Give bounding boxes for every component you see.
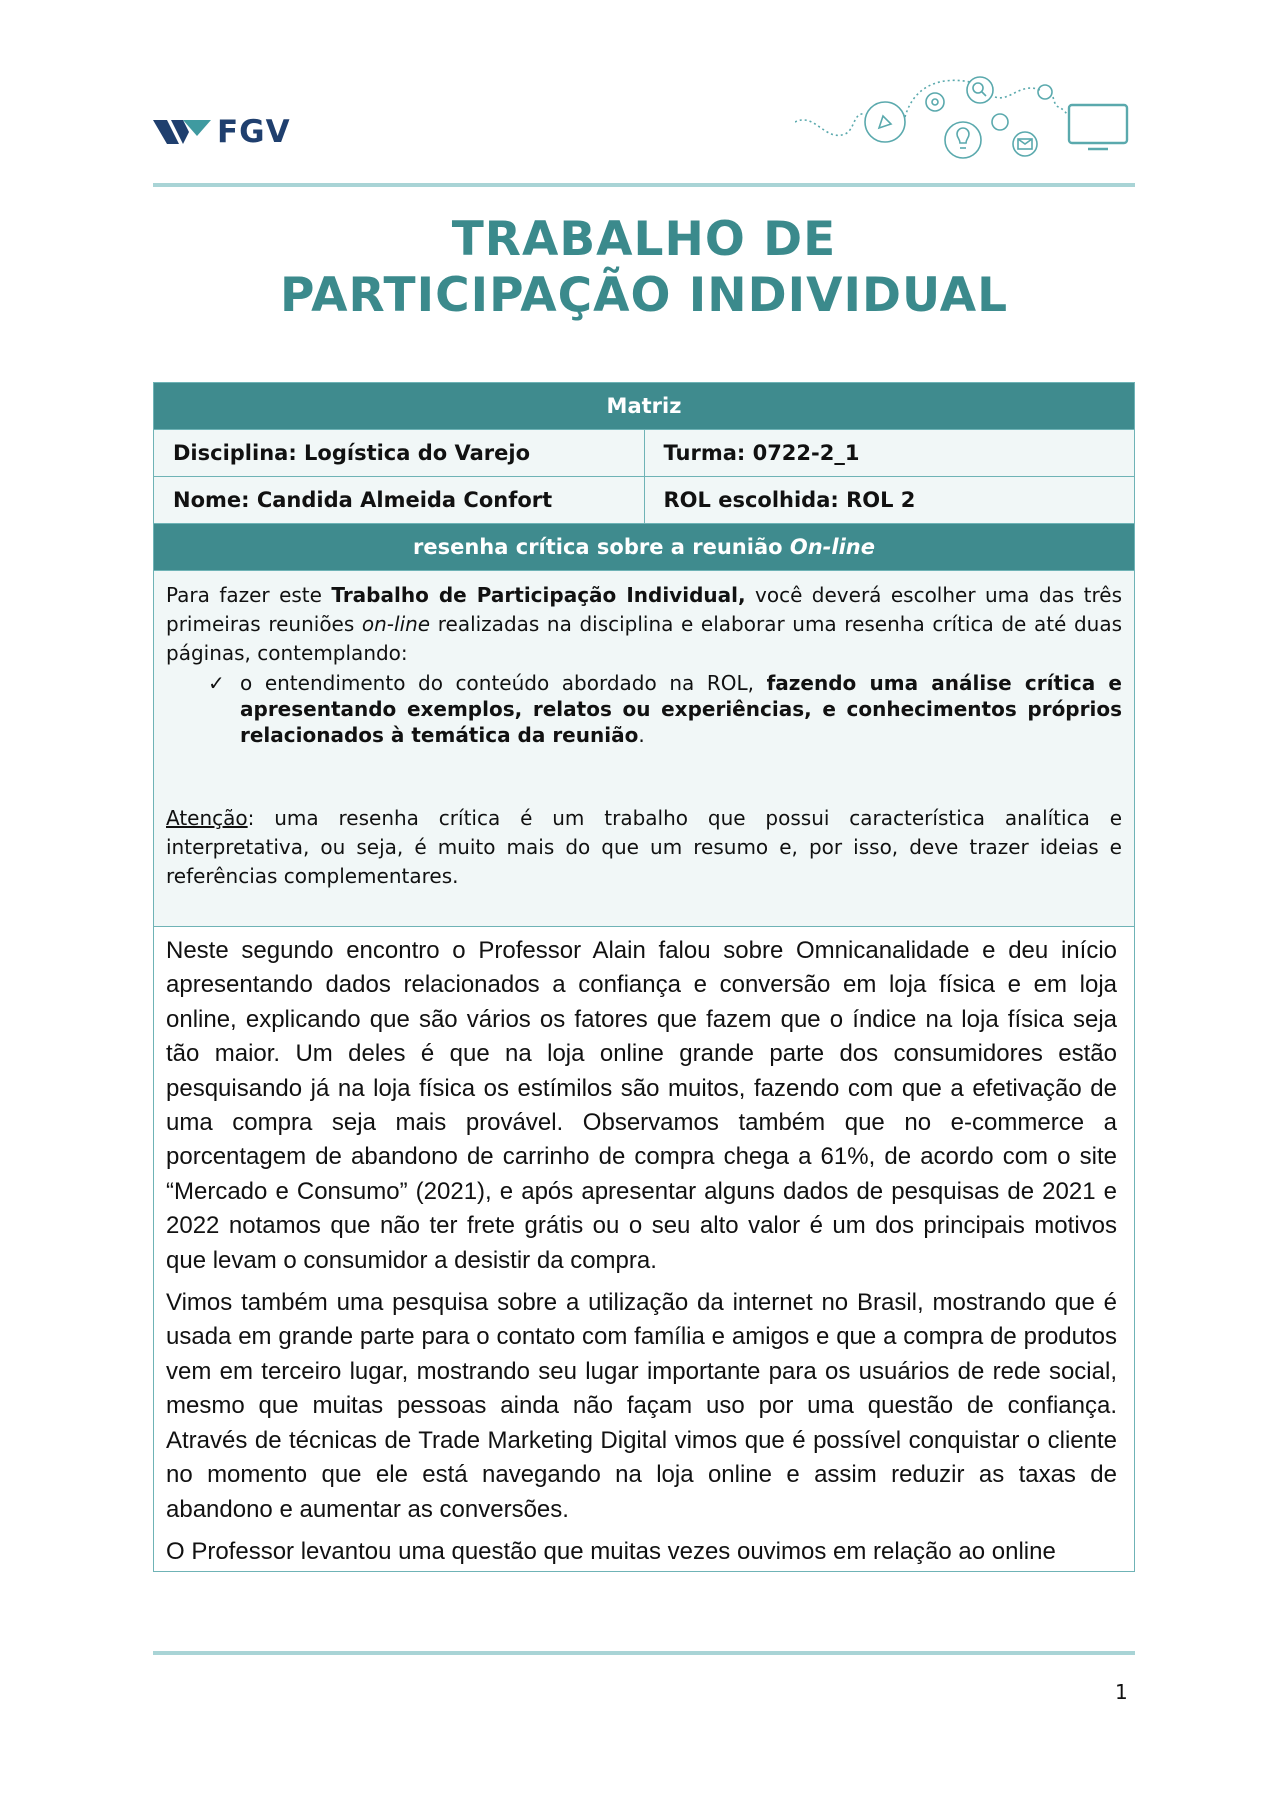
header-rule xyxy=(153,183,1135,187)
checkmark-icon: ✓ xyxy=(208,671,225,695)
fgv-logo xyxy=(153,114,291,150)
instructions-block xyxy=(154,570,1134,926)
section-header xyxy=(154,523,1134,570)
essay-body xyxy=(154,926,1134,1571)
matrix-row-course xyxy=(154,429,1134,476)
instructions-paragraph xyxy=(166,581,1122,668)
instr-text-2: você deverá escolher uma das três primeiras reuniões xyxy=(166,583,1122,636)
instr-italic-1: on-line xyxy=(361,612,431,636)
essay-paragraph-3: O Professor levantou uma questão que muitas vezes ouvimos em relação ao online xyxy=(166,1537,1056,1565)
title-line-2: PARTICIPAÇÃO INDIVIDUAL xyxy=(279,268,1009,323)
title-line-1: TRABALHO DE xyxy=(451,212,837,267)
essay-paragraph-1: Neste segundo encontro o Professor Alain falou sobre Omnicanalidade e deu início apresentando dados relacionados a confiança e conversão em loja física e em loja online, explicando que são vários os fatores que fazem que o índice na loja física seja tão maior. Um deles é que na loja online grande parte dos consumidores estão pesquisando já na loja física os estímilos são muitos, fazendo com que a efetivação de uma compra seja mais provável. Observamos também que no e-commerce a porcentagem de abandono de carrinho de compra chega a 61%, de acordo com o site “Mercado e Consumo” (2021), e após apresentar alguns dados de pesquisas de 2021 e 2022 notamos que não ter frete grátis ou o seu alto valor é um dos principais motivos que levam o consumidor a desistir da compra. xyxy=(166,937,1117,1274)
bullet-bold: fazendo uma análise crítica e apresentando exemplos, relatos ou experiências, e conhecimentos próprios relacionados à temática da reunião xyxy=(240,671,1122,747)
footer-rule xyxy=(153,1651,1135,1655)
disciplina-cell: Disciplina: Logística do Varejo xyxy=(173,441,531,465)
instr-text-3: realizadas na disciplina e elaborar uma resenha crítica de até duas páginas, contemplando: xyxy=(166,612,1122,665)
matrix-row-student xyxy=(154,476,1134,523)
nome-cell: Nome: Candida Almeida Confort xyxy=(173,488,553,512)
matrix-table xyxy=(153,382,1135,1572)
section-header-text: resenha crítica sobre a reunião xyxy=(413,535,790,559)
essay-paragraph-2: Vimos também uma pesquisa sobre a utilização da internet no Brasil, mostrando que é usada em grande parte para o contato com família e amigos e que a compra de produtos vem em terceiro lugar, mostrando seu lugar importante para os usuários de rede social, mesmo que muitas pessoas ainda não façam uso por uma questão de confiança. Através de técnicas de Trade Marketing Digital vimos que é possível conquistar o cliente no momento que ele está navegando na loja online e assim reduzir as taxas de abandono e aumentar as conversões. xyxy=(166,1289,1117,1523)
bullet-text-a: o entendimento do conteúdo abordado na ROL, xyxy=(240,671,767,695)
turma-cell: Turma: 0722-2_1 xyxy=(644,430,1135,476)
bullet-text xyxy=(240,670,1122,748)
instructions-bullet xyxy=(208,670,1122,748)
attention-label: Atenção xyxy=(166,806,248,830)
section-header-italic: On-line xyxy=(789,535,875,559)
digital-icons-illustration xyxy=(795,72,1140,167)
page-title xyxy=(153,212,1135,324)
attention-text: : uma resenha crítica é um trabalho que possui característica analítica e interpretativa, ou seja, é muito mais do que um resumo e, por isso, deve trazer ideias e referências complementares. xyxy=(166,806,1122,888)
fgv-logo-mark-icon xyxy=(153,118,211,146)
fgv-logo-text: FGV xyxy=(217,114,291,150)
instr-bold-1: Trabalho de Participação Individual, xyxy=(331,583,746,607)
page-number: 1 xyxy=(1115,1680,1128,1704)
rol-cell: ROL escolhida: ROL 2 xyxy=(644,477,1135,523)
attention-paragraph xyxy=(166,804,1122,891)
instr-text-1: Para fazer este xyxy=(166,583,332,607)
matrix-header: Matriz xyxy=(154,383,1134,429)
bullet-text-c: . xyxy=(638,723,645,747)
